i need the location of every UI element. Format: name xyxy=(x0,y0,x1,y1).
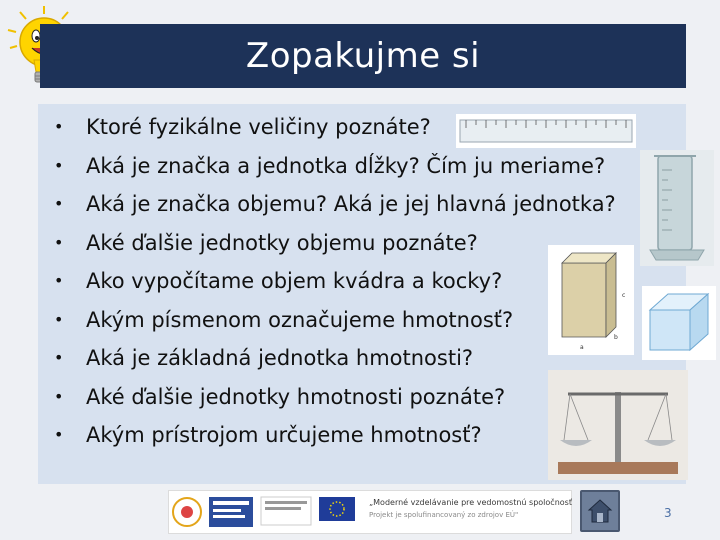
footer-program-text: „Moderné vzdelávanie pre vedomostnú spoločnosť xyxy=(369,498,572,507)
cube-drawing xyxy=(642,286,716,360)
balance-scale-image xyxy=(548,370,688,480)
bullet-dot: • xyxy=(54,155,64,175)
bullet-dot: • xyxy=(54,194,64,213)
measuring-cylinder-image xyxy=(640,150,714,266)
page-number: 3 xyxy=(664,506,672,520)
bullet-dot: • xyxy=(54,386,64,406)
home-icon xyxy=(587,498,613,524)
question-text: Aká je značka objemu? Aká je jej hlavná jednotka? xyxy=(86,192,616,216)
question-text: Akým písmenom označujeme hmotnosť? xyxy=(86,307,514,332)
ruler-image xyxy=(456,114,636,148)
bullet-dot: • xyxy=(54,271,64,290)
edge-label-a: a xyxy=(580,344,584,351)
list-item xyxy=(54,147,654,186)
question-text: Aké ďalšie jednotky hmotnosti poznáte? xyxy=(86,384,506,409)
question-text: Ako vypočítame objem kvádra a kocky? xyxy=(86,269,503,293)
question-text: Ktoré fyzikálne veličiny poznáte? xyxy=(86,115,431,139)
list-item xyxy=(54,185,654,224)
bullet-dot: • xyxy=(54,232,64,252)
edge-label-c: c xyxy=(622,292,626,299)
bullet-dot: • xyxy=(54,117,64,136)
footer-funding-text: Projekt je spolufinancovaný zo zdrojov EÚ" xyxy=(369,511,519,519)
bullet-dot: • xyxy=(54,425,64,444)
title-bar xyxy=(40,24,686,88)
question-text: Aká je značka a jednotka dĺžky? Čím ju meriame? xyxy=(86,153,606,178)
sponsor-logos xyxy=(169,491,359,533)
question-text: Aká je základná jednotka hmotnosti? xyxy=(86,346,474,370)
slide-title: Zopakujme si xyxy=(245,36,481,76)
home-button[interactable] xyxy=(580,490,620,532)
bullet-dot: • xyxy=(54,348,64,367)
question-text: Aké ďalšie jednotky objemu poznáte? xyxy=(86,230,478,255)
footer-logos xyxy=(168,490,572,534)
cuboid-drawing xyxy=(548,245,634,355)
edge-label-b: b xyxy=(614,334,618,341)
question-text: Akým prístrojom určujeme hmotnosť? xyxy=(86,423,482,447)
bullet-dot: • xyxy=(54,309,64,329)
